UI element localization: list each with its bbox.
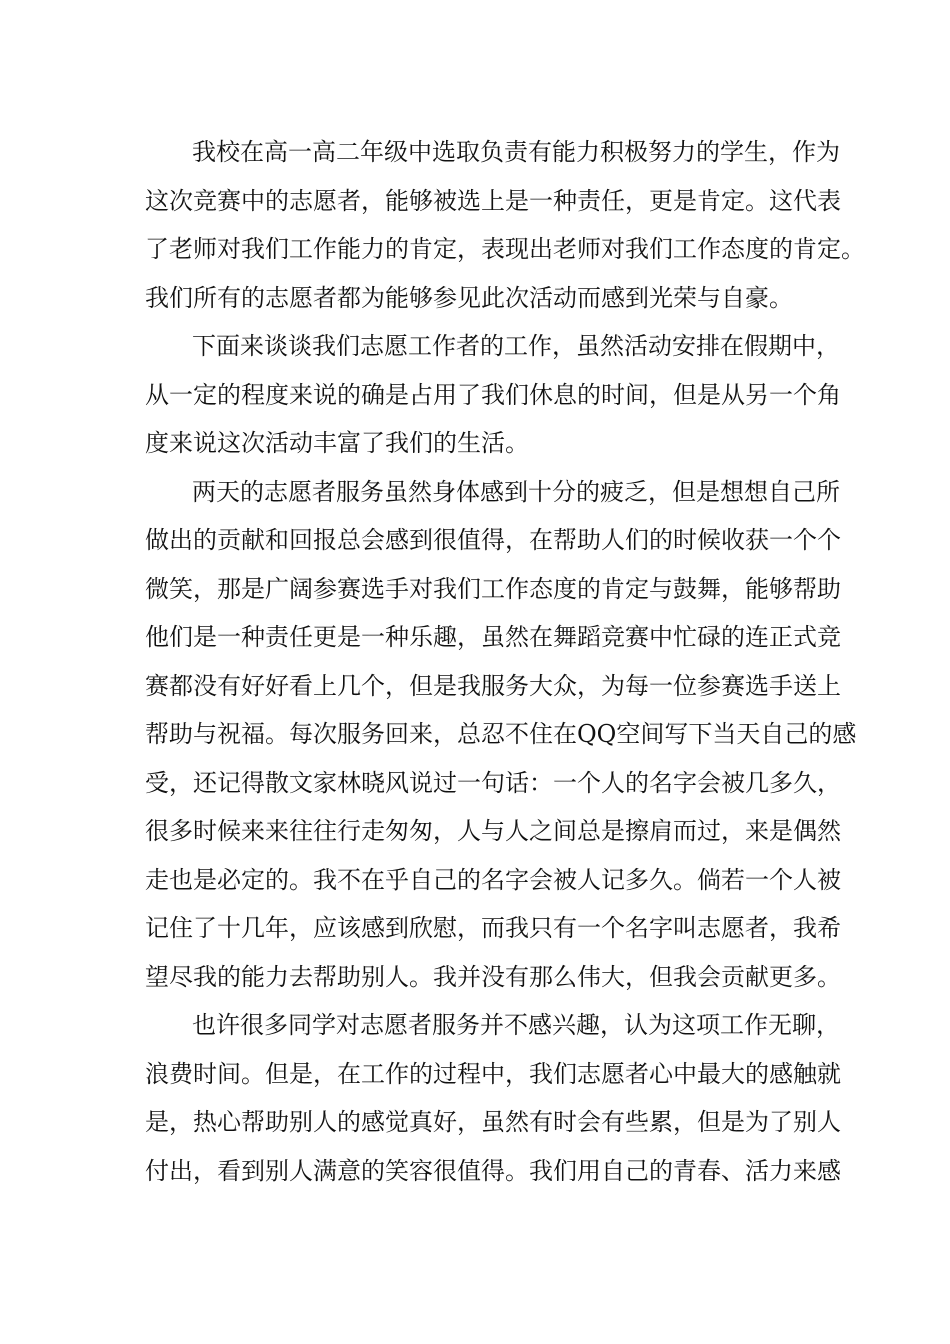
- paragraph-line: 望尽我的能力去帮助别人。我并没有那么伟大，但我会贡献更多。: [145, 962, 841, 991]
- paragraph-line: 他们是一种责任更是一种乐趣，虽然在舞蹈竞赛中忙碌的连正式竞: [145, 623, 841, 651]
- paragraph-4: [145, 1001, 841, 1195]
- paragraph-line: 下面来谈谈我们志愿工作者的工作，虽然活动安排在假期中，: [192, 332, 840, 360]
- paragraph-3: [145, 468, 857, 1002]
- paragraph-2: [145, 322, 841, 468]
- document-body: [145, 128, 865, 1195]
- paragraph-1: [145, 128, 865, 322]
- paragraph-line: 很多时候来来往往行走匆匆，人与人之间总是擦肩而过，来是偶然: [145, 817, 841, 845]
- paragraph-line: 赛都没有好好看上几个，但是我服务大众，为每一位参赛选手送上: [145, 671, 841, 700]
- paragraph-line: 浪费时间。但是，在工作的过程中，我们志愿者心中最大的感触就: [145, 1059, 841, 1088]
- paragraph-line: 了老师对我们工作能力的肯定，表现出老师对我们工作态度的肯定。: [145, 235, 865, 263]
- paragraph-line: 走也是必定的。我不在乎自己的名字会被人记多久。倘若一个人被: [145, 865, 841, 894]
- paragraph-line: 微笑，那是广阔参赛选手对我们工作态度的肯定与鼓舞，能够帮助: [145, 574, 841, 603]
- paragraph-line: 付出，看到别人满意的笑容很值得。我们用自己的青春、活力来感: [145, 1156, 841, 1185]
- paragraph-line: 是，热心帮助别人的感觉真好，虽然有时会有些累，但是为了别人: [145, 1108, 841, 1136]
- paragraph-line: 从一定的程度来说的确是占用了我们休息的时间，但是从另一个角: [145, 380, 841, 409]
- paragraph-line: 记住了十几年，应该感到欣慰，而我只有一个名字叫志愿者，我希: [145, 914, 841, 942]
- paragraph-line: 我校在高一高二年级中选取负责有能力积极努力的学生，作为: [192, 138, 840, 166]
- paragraph-line: 帮助与祝福。每次服务回来，总忍不住在QQ空间写下当天自己的感: [145, 720, 857, 748]
- paragraph-line: 也许很多同学对志愿者服务并不感兴趣，认为这项工作无聊，: [192, 1011, 840, 1039]
- paragraph-line: 做出的贡献和回报总会感到很值得，在帮助人们的时候收获一个个: [145, 526, 841, 554]
- paragraph-line: 两天的志愿者服务虽然身体感到十分的疲乏，但是想想自己所: [192, 477, 840, 506]
- paragraph-line: 这次竞赛中的志愿者，能够被选上是一种责任，更是肯定。这代表: [145, 186, 841, 215]
- paragraph-line: 我们所有的志愿者都为能够参见此次活动而感到光荣与自豪。: [145, 283, 793, 312]
- paragraph-line: 受，还记得散文家林晓风说过一句话：一个人的名字会被几多久，: [145, 768, 841, 797]
- paragraph-line: 度来说这次活动丰富了我们的生活。: [145, 429, 529, 457]
